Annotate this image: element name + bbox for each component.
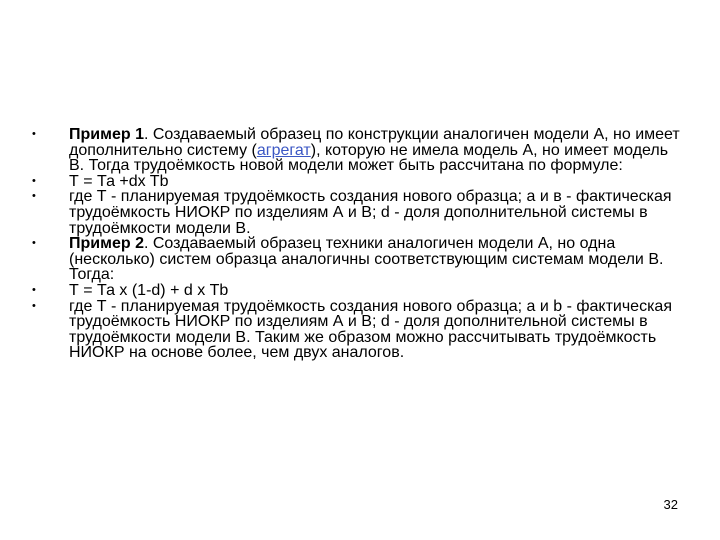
bullet-dot: • [32,237,36,250]
formula-1-legend: где Т - планируемая трудоёмкость создания нового образца; а и в - фактическая трудоёмкость НИОКР по изделиям А и В; d - доля дополнительной системы в трудоёмкости модели В. [69,188,672,237]
aggregate-link[interactable]: агрегат [256,141,311,159]
example-2-text: . Создаваемый образец техники аналогичен модели А, но одна (несколько) систем образца аналогичны соответствующим системам модели В. Тогда: [69,235,664,284]
bullet-dot: • [32,174,36,187]
bullet-dot: • [32,283,36,296]
formula-1: Т = Та +dx Tb [69,172,169,190]
example-1-text: . Создаваемый образец по конструкции аналогичен модели А, но имеет дополнительно систему ( [69,126,680,159]
formula-2: Т = Та х (1-d) + d х Тb [69,281,229,299]
bullet-item-formula-2-legend [32,299,684,361]
bullet-dot: • [32,299,36,312]
formula-2-legend: где Т - планируемая трудоёмкость создания нового образца; а и b - фактическая трудоёмкость НИОКР по изделиям А и В; d - доля дополнительной системы в трудоёмкости модели В. Таким же образом можно рассчитывать трудоёмкость НИОКР на основе более, чем двух аналогов. [69,297,672,362]
bullet-dot: • [32,190,36,203]
bullet-item-example-1 [32,127,684,174]
bullet-item-formula-1 [32,174,684,190]
example-1-heading: Пример 1 [69,126,144,143]
slide-body [32,127,684,361]
bullet-item-formula-1-legend [32,189,684,236]
bullet-item-formula-2 [32,283,684,299]
bullet-item-example-2 [32,236,684,283]
bullet-dot: • [32,128,36,140]
page-number: 32 [663,497,678,512]
example-2-heading: Пример 2 [69,235,144,253]
example-1-text-continued: ), которую не имела модель А, но имеет модель В. Тогда трудоёмкость новой модели может быть рассчитана по формуле: [69,141,669,175]
